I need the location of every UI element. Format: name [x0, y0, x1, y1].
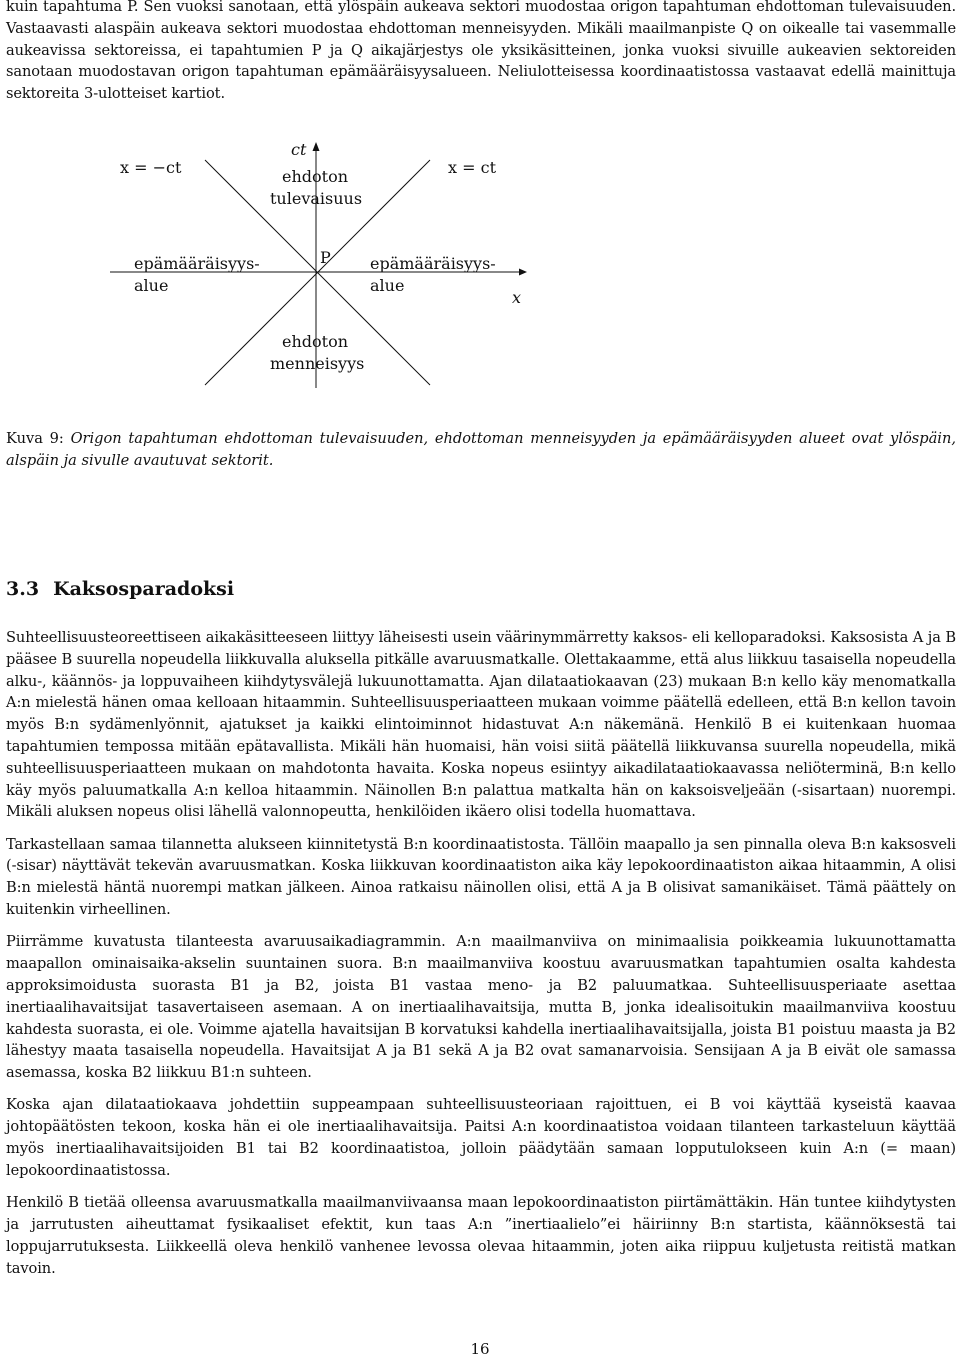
spacetime-figure [0, 130, 960, 390]
figure-caption [6, 428, 956, 472]
top-paragraph: kuin tapahtuma P. Sen vuoksi sanotaan, että ylöspäin aukeava sektori muodostaa origon tapahtuman ehdottoman tulevaisuuden. Vastaavasti alaspäin aukeava sektori muodostaa ehdottoman menneisyyden. Mikäli maailmanpiste Q on oikealle tai vasemmalle aukeavissa sektoreissa, ei tapahtumien P ja Q aikajärjestys ole yksikäsitteinen, jonka vuoksi sivuille aukeavien sektoreiden sanotaan muodostavan origon tapahtuman epämääräisyysalueen. Neliulotteisessa koordinaatistossa vastaavat edellä mainittuja sektoreita 3-ulotteiset kartiot. [6, 0, 956, 103]
section-body [6, 627, 956, 1290]
body-paragraph: Piirrämme kuvatusta tilanteesta avaruusaikadiagrammin. A:n maailmanviiva on minimaalisia poikkeamia lukuunottamatta maapallon ominaisaika-akselin suuntainen suora. B:n maailmanviiva koostuu avaruusmatkan tapahtumien osalta kahdesta approksimoidusta suorasta B1 ja B2, joista B1 vastaa meno- ja B2 paluumatkaa. Suhteellisuusperiaate asettaa inertiaalihavaitsijat tasavertaiseen asemaan. A on inertiaalihavaitsija, mutta B, jonka idealisoitukin maailmanviiva koostuu kahdesta suorasta, ei ole. Voimme ajatella havaitsijan B korvatuksi kahdella inertiaalihavaitsijalla, joista B1 poistuu maasta ja B2 lähestyy maata tasaisella nopeudella. Havaitsijat A ja B1 sekä A ja B2 ovat samanarvoisia. Sensijaan A ja B eivät ole samassa asemassa, koska B2 liikkuu B1:n suhteen. [6, 933, 956, 1082]
label-x-axis: x [512, 288, 522, 307]
body-paragraph: Tarkastellaan samaa tilannetta alukseen kiinnitetystä B:n koordinaatistosta. Tällöin maapallo ja sen pinnalla oleva B:n kaksosveli (-sisar) näyttävät tekevän avaruusmatkan. Koska liikkuvan koordinaatiston aika käy lepokoordinaatiston aikaa hitaammin, A olisi B:n mielestä häntä nuorempi matkan jälkeen. Ainoa ratkaisu näinollen olisi, että A ja B olisivat samanikäiset. Tämä päättely on kuitenkin virheellinen. [6, 835, 956, 919]
label-past-1: ehdoton [282, 332, 349, 351]
label-neg-line: x = −ct [120, 158, 182, 177]
label-origin: P [320, 248, 331, 267]
x-axis-arrow [519, 269, 527, 276]
label-time-axis: ct [291, 140, 307, 159]
label-future-2: tulevaisuus [270, 189, 363, 208]
ct-axis-arrow [313, 142, 320, 151]
label-past-2: menneisyys [270, 354, 365, 373]
label-future-1: ehdoton [282, 167, 349, 186]
body-paragraph: Henkilö B tietää olleensa avaruusmatkalla maailmanviivaansa maan lepokoordinaatiston piirtämättäkin. Hän tuntee kiihdytysten ja jarrutusten aiheuttamat fysikaaliset efektit, kun taas A:n ”inertiaalielo”ei häiriinny B:n startista, käännöksestä tai loppujarrutuksesta. Liikkeellä oleva henkilö vanhenee levossa olevaa hitaammin, joten aika riippuu kuljetusta reitistä matkan tavoin. [6, 1194, 956, 1277]
page-number: 16 [470, 1340, 490, 1358]
body-paragraph: Suhteellisuusteoreettiseen aikakäsitteeseen liittyy läheisesti usein väärinymmärretty kaksos- eli kelloparadoksi. Kaksosista A ja B pääsee B suurella nopeudella liikkuvalla aluksella pitkälle avaruusmatkalle. Olettakaamme, että alus liikkuu tasaisella nopeudella alku-, käännös- ja loppuvaiheen kiihdytysvälejä lukuunottamatta. Ajan dilataatiokaavan (23) mukaan B:n kello käy menomatkalla A:n mielestä hänen omaa kelloaan hitaammin. Suhteellisuusperiaatteen mukaan voimme päätellä edelleen, että B:n kellon tavoin myös B:n sydämenlyönnit, ajatukset ja kaikki elintoiminnot hidastuvat A:n näkemänä. Henkilö B ei kuitenkaan huomaa tapahtumien tempossa mitään epätavallista. Mikäli hän huomaisi, hän voisi siitä päätellä liikkuvansa suurella nopeudella, mikä suhteellisuusperiaatteen mukaan on mahdotonta havaita. Koska nopeus esiintyy aikadilataatiokaavassa neliöterminä, B:n kello käy myös paluumatkalla A:n kelloa hitaammin. Näinollen B:n palattua matkalta hän on kaksoisveljeään (-sisartaan) nuorempi. Mikäli aluksen nopeus olisi lähellä valonnopeutta, henkilöiden ikäero olisi todella huomattava. [6, 629, 956, 821]
label-left-2: alue [134, 276, 169, 295]
caption-prefix: Kuva 9: [6, 430, 64, 447]
label-left-1: epämääräisyys- [134, 254, 260, 273]
section-title: Kaksosparadoksi [53, 578, 235, 600]
top-paragraph-block [6, 0, 956, 105]
label-right-2: alue [370, 276, 405, 295]
body-paragraph: Koska ajan dilataatiokaava johdettiin suppeampaan suhteellisuusteoriaan rajoittuen, ei B voi käyttää kyseistä kaavaa johtopäätösten tekoon, koska hän ei ole inertiaalihavaitsija. Paitsi A:n koordinaatistoa voidaan tilanteen tarkasteluun käyttää myös inertiaalihavaitsijoiden B1 tai B2 koordinaatistoa, jolloin päädytään samaan lopputulokseen kuin A:n (= maan) lepokoordinaatistossa. [6, 1096, 956, 1179]
label-right-1: epämääräisyys- [370, 254, 496, 273]
section-number: 3.3 [6, 578, 40, 600]
caption-text: Origon tapahtuman ehdottoman tulevaisuuden, ehdottoman menneisyyden ja epämääräisyyden alueet ovat ylöspäin, alspäin ja sivulle avautuvat sektorit. [6, 430, 956, 469]
label-pos-line: x = ct [448, 158, 496, 177]
section-heading [6, 578, 234, 600]
